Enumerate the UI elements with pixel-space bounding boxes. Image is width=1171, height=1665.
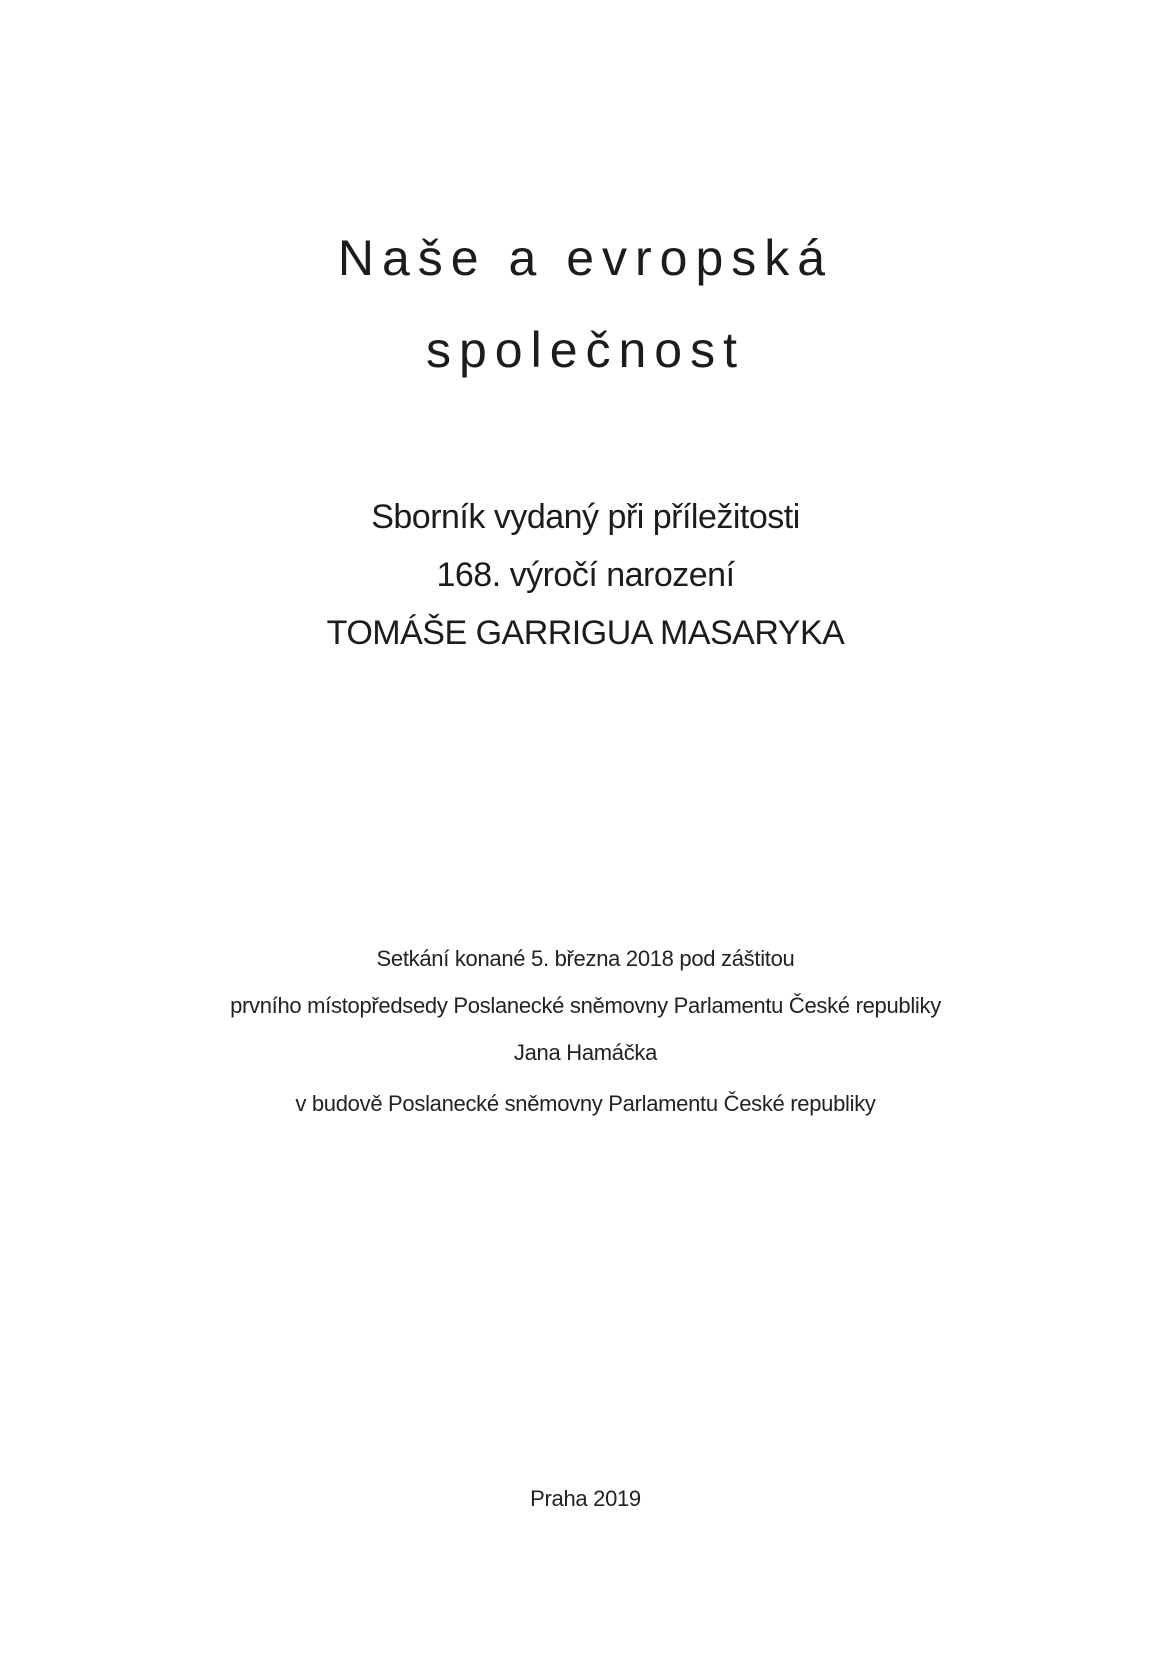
event-line-2: prvního místopředsedy Poslanecké sněmovny Parlamentu České republiky: [230, 993, 941, 1018]
subtitle-line-1: Sborník vydaný při příležitosti: [371, 498, 800, 536]
event-line-3: Jana Hamáčka: [513, 1040, 658, 1065]
event-line-1: Setkání konané 5. března 2018 pod záštitou: [376, 946, 795, 971]
subtitle-line-2: 168. výročí narození: [436, 556, 735, 594]
event-line-4: v budově Poslanecké sněmovny Parlamentu České republiky: [295, 1091, 876, 1116]
subtitle-line-3: TOMÁŠE GARRIGUA MASARYKA: [326, 614, 845, 652]
place-and-year: Praha 2019: [530, 1486, 641, 1511]
book-subtitle: [0, 488, 1171, 662]
book-title-line-1: Naše a evropská: [337, 230, 834, 286]
book-title: [0, 212, 1171, 396]
imprint: [0, 1484, 1171, 1514]
event-description: [0, 935, 1171, 1127]
book-title-line-2: společnost: [425, 322, 746, 378]
